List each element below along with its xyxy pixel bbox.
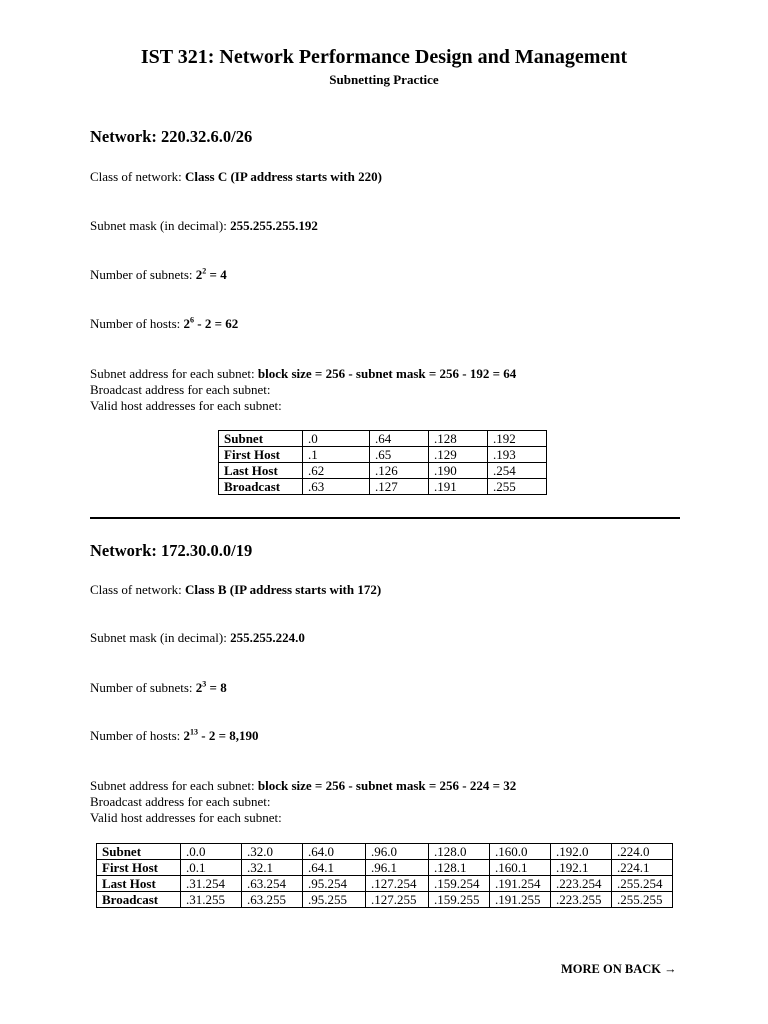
net2-subnet-address-value: block size = 256 - subnet mask = 256 - 224 = 32 — [257, 778, 517, 793]
table-cell: .223.255 — [551, 892, 612, 908]
section-divider — [90, 517, 680, 519]
table-cell: .63 — [303, 479, 370, 495]
table-cell: .192.0 — [551, 844, 612, 860]
table-cell: .192.1 — [551, 860, 612, 876]
net1-subnets-line — [90, 267, 227, 283]
table-cell: .65 — [370, 447, 429, 463]
net1-valid-hosts-line: Valid host addresses for each subnet: — [90, 398, 282, 413]
net2-subnet-table — [96, 843, 673, 908]
table-cell: .32.1 — [242, 860, 303, 876]
table-cell: .31.255 — [181, 892, 242, 908]
net1-hosts-label: Number of hosts: — [90, 316, 184, 331]
net1-subnets-exp: 2 — [202, 266, 207, 276]
net2-subnet-address-line — [90, 778, 516, 794]
table-cell: .255.254 — [612, 876, 673, 892]
net2-mask-line — [90, 630, 305, 646]
table-cell: .1 — [303, 447, 370, 463]
net1-subnets-base: 2 — [195, 267, 203, 282]
net2-heading: Network: 172.30.0.0/19 — [90, 541, 253, 560]
net2-hosts-base: 2 — [183, 728, 191, 743]
net1-mask-value: 255.255.255.192 — [230, 218, 318, 233]
net2-hosts-label: Number of hosts: — [90, 728, 184, 743]
table-cell: .191 — [429, 479, 488, 495]
net1-heading: Network: 220.32.6.0/26 — [90, 127, 253, 146]
net2-mask-value: 255.255.224.0 — [230, 630, 305, 645]
table-cell: .129 — [429, 447, 488, 463]
row-header: Last Host — [97, 876, 181, 892]
table-cell: .95.255 — [303, 892, 366, 908]
table-cell: .160.0 — [490, 844, 551, 860]
net1-subnets-label: Number of subnets: — [90, 267, 196, 282]
table-cell: .96.1 — [366, 860, 429, 876]
table-cell: .160.1 — [490, 860, 551, 876]
row-header: Subnet — [219, 431, 303, 447]
table-cell: .159.254 — [429, 876, 490, 892]
net2-class-value: Class B (IP address starts with 172) — [184, 582, 382, 597]
table-cell: .191.255 — [490, 892, 551, 908]
net2-subnets-base: 2 — [195, 680, 203, 695]
table-cell: .127 — [370, 479, 429, 495]
table-cell: .63.254 — [242, 876, 303, 892]
net2-subnets-label: Number of subnets: — [90, 680, 196, 695]
table-cell: .128.1 — [429, 860, 490, 876]
net1-mask-label: Subnet mask (in decimal): — [90, 218, 231, 233]
net1-subnet-table — [218, 430, 547, 495]
table-cell: .223.254 — [551, 876, 612, 892]
table-cell: .254 — [488, 463, 547, 479]
table-cell: .193 — [488, 447, 547, 463]
net2-hosts-line — [90, 728, 259, 744]
net1-hosts-base: 2 — [183, 316, 191, 331]
table-cell: .62 — [303, 463, 370, 479]
table-row — [219, 463, 547, 479]
table-cell: .128.0 — [429, 844, 490, 860]
table-cell: .255 — [488, 479, 547, 495]
table-cell: .255.255 — [612, 892, 673, 908]
table-cell: .64 — [370, 431, 429, 447]
net2-mask-label: Subnet mask (in decimal): — [90, 630, 231, 645]
net1-subnet-address-value: block size = 256 - subnet mask = 256 - 192 = 64 — [257, 366, 517, 381]
table-cell: .191.254 — [490, 876, 551, 892]
row-header: Last Host — [219, 463, 303, 479]
document-subtitle: Subnetting Practice — [329, 72, 439, 87]
net2-subnets-exp: 3 — [202, 679, 207, 689]
table-cell: .32.0 — [242, 844, 303, 860]
net1-broadcast-line: Broadcast address for each subnet: — [90, 382, 271, 397]
net2-class-line — [90, 582, 381, 598]
net1-subnets-rest: = 4 — [206, 267, 227, 282]
table-cell: .127.255 — [366, 892, 429, 908]
table-row — [97, 860, 673, 876]
row-header: Subnet — [97, 844, 181, 860]
table-cell: .159.255 — [429, 892, 490, 908]
row-header: Broadcast — [219, 479, 303, 495]
table-row — [219, 431, 547, 447]
net1-hosts-line — [90, 316, 238, 332]
net2-valid-hosts-line: Valid host addresses for each subnet: — [90, 810, 282, 825]
net1-class-label: Class of network: — [90, 169, 185, 184]
row-header: First Host — [219, 447, 303, 463]
table-cell: .0.0 — [181, 844, 242, 860]
net2-broadcast-line: Broadcast address for each subnet: — [90, 794, 271, 809]
net1-class-value: Class C (IP address starts with 220) — [184, 169, 382, 184]
table-cell: .64.0 — [303, 844, 366, 860]
net1-hosts-exp: 6 — [190, 315, 195, 325]
more-on-back-note: MORE ON BACK → — [561, 962, 677, 976]
table-row — [219, 479, 547, 495]
row-header: First Host — [97, 860, 181, 876]
table-row — [97, 892, 673, 908]
net1-class-line — [90, 169, 382, 185]
net1-subnet-address-line — [90, 366, 516, 382]
table-cell: .0 — [303, 431, 370, 447]
table-cell: .64.1 — [303, 860, 366, 876]
net2-hosts-exp: 13 — [190, 727, 199, 737]
net2-class-label: Class of network: — [90, 582, 185, 597]
table-cell: .31.254 — [181, 876, 242, 892]
net2-subnets-line — [90, 680, 227, 696]
table-cell: .224.1 — [612, 860, 673, 876]
net1-subnet-address-label: Subnet address for each subnet: — [90, 366, 258, 381]
table-cell: .190 — [429, 463, 488, 479]
net2-hosts-rest: - 2 = 8,190 — [198, 728, 259, 743]
net1-hosts-rest: - 2 = 62 — [194, 316, 239, 331]
document-title: IST 321: Network Performance Design and Management — [140, 46, 628, 68]
net2-subnets-rest: = 8 — [206, 680, 227, 695]
table-cell: .128 — [429, 431, 488, 447]
table-row — [219, 447, 547, 463]
row-header: Broadcast — [97, 892, 181, 908]
net2-subnet-address-label: Subnet address for each subnet: — [90, 778, 258, 793]
table-cell: .126 — [370, 463, 429, 479]
table-cell: .96.0 — [366, 844, 429, 860]
table-cell: .95.254 — [303, 876, 366, 892]
table-row — [97, 844, 673, 860]
net1-mask-line — [90, 218, 318, 234]
table-cell: .127.254 — [366, 876, 429, 892]
table-cell: .0.1 — [181, 860, 242, 876]
table-row — [97, 876, 673, 892]
table-cell: .192 — [488, 431, 547, 447]
table-cell: .63.255 — [242, 892, 303, 908]
table-cell: .224.0 — [612, 844, 673, 860]
